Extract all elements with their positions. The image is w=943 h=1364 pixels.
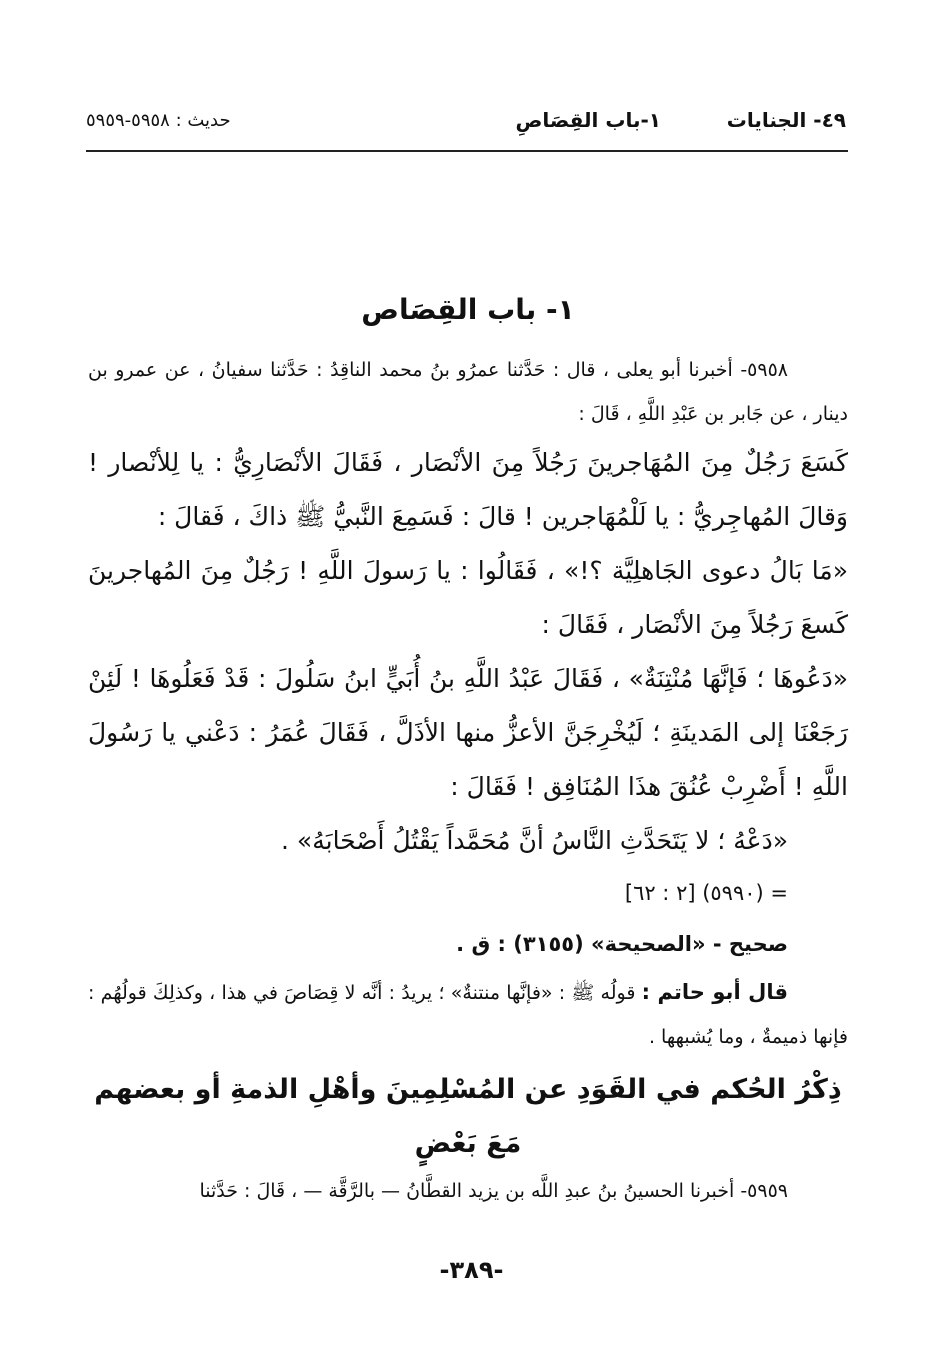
subsection-title-line-1: ذِكْرُ الحُكم في القَوَدِ عن المُسْلِمِينَ وأهْلِ الذمةِ أو بعضهم	[94, 1074, 842, 1105]
subsection-title-line-2: مَعَ بَعْضٍ	[414, 1128, 522, 1159]
running-header	[86, 104, 846, 144]
hadith-5958-isnad: ٥٩٥٨- أخبرنا أبو يعلى ، قال : حَدَّثنا عمرُو بنُ محمد الناقِدُ : حَدَّثنا سفيانُ ، عن عمرو بن دينار ، عن جَابر بن عَبْدِ اللَّهِ ، قَالَ :	[88, 359, 848, 425]
hadith-5959-isnad: ٥٩٥٩- أخبرنا الحسينُ بنُ عبدِ اللَّه بن يزيد القطَّانُ — بالرَّقَّة — ، قَالَ : حَدَّثنا	[199, 1180, 788, 1202]
section-title: ١- باب القِصَاص	[361, 293, 575, 326]
section-header-title: ١-باب القِصَاصِ	[515, 108, 661, 132]
hadith-range: حديث : ٥٩٥٨-٥٩٥٩	[86, 110, 231, 131]
comment-lead: قال أبو حاتم :	[641, 980, 788, 1004]
hadith-5958-grade: صحيح - «الصحيحة» (٣١٥٥) : ق .	[456, 932, 788, 956]
hadith-5958-matn-4: «دَعْهُ ؛ لا يَتَحَدَّثِ النَّاسُ أنَّ مُحَمَّداً يَقْتُلُ أَصْحَابَهُ» .	[281, 826, 788, 855]
page-body	[88, 290, 848, 1213]
page-number: -٣٨٩-	[439, 1256, 504, 1284]
hadith-5958-matn-1: كَسَعَ رَجُلٌ مِنَ المُهَاجرينَ رَجُلاً مِنَ الأنْصَار ، فَقَالَ الأنْصَارِيُّ : يا لِلأنْصار ! وَقالَ المُهاجِريُّ : يا لَلْمُهَاجرين ! قالَ : فَسَمِعَ النَّبيُّ ﷺ ذاكَ ، فَقالَ :	[88, 448, 848, 531]
header-divider	[86, 150, 848, 152]
hadith-5958-matn-2: «مَا بَالُ دعوى الجَاهلِيَّة ؟!» ، فَقَالُوا : يا رَسولَ اللَّهِ ! رَجُلٌ مِنَ المُهاجرينَ كَسعَ رَجُلاً مِنَ الأنْصَار ، فَقَالَ :	[88, 556, 848, 639]
hadith-5958-cross-reference: = (٥٩٩٠) [٢ : ٦٢]	[624, 881, 788, 905]
hadith-5958-matn-3: «دَعُوهَا ؛ فَإنَّهَا مُنْتِنَةٌ» ، فَقَالَ عَبْدُ اللَّهِ بنُ أُبَيٍّ ابنُ سَلُولَ : قَدْ فَعَلُوهَا ! لَئِنْ رَجَعْنَا إلى المَدينَةِ ؛ لَيُخْرِجَنَّ الأعزُّ منها الأذَلَّ ، فَقَالَ عُمَرُ : دَعْني يا رَسُولَ اللَّهِ ! أَضْرِبْ عُنُقَ هذَا المُنَافِق ! فَقَالَ :	[88, 664, 848, 801]
comment-text: قولُه ﷺ : «فإنَّها منتنةٌ» ؛ يريدُ : أنَّه لا قِصَاصَ في هذا ، وكذلِكَ قولُهُم : فإنها ذميمةٌ ، وما يُشبهها .	[88, 982, 848, 1048]
chapter-title: ٤٩- الجنايات	[726, 108, 846, 132]
abu-hatim-comment	[88, 970, 848, 1059]
